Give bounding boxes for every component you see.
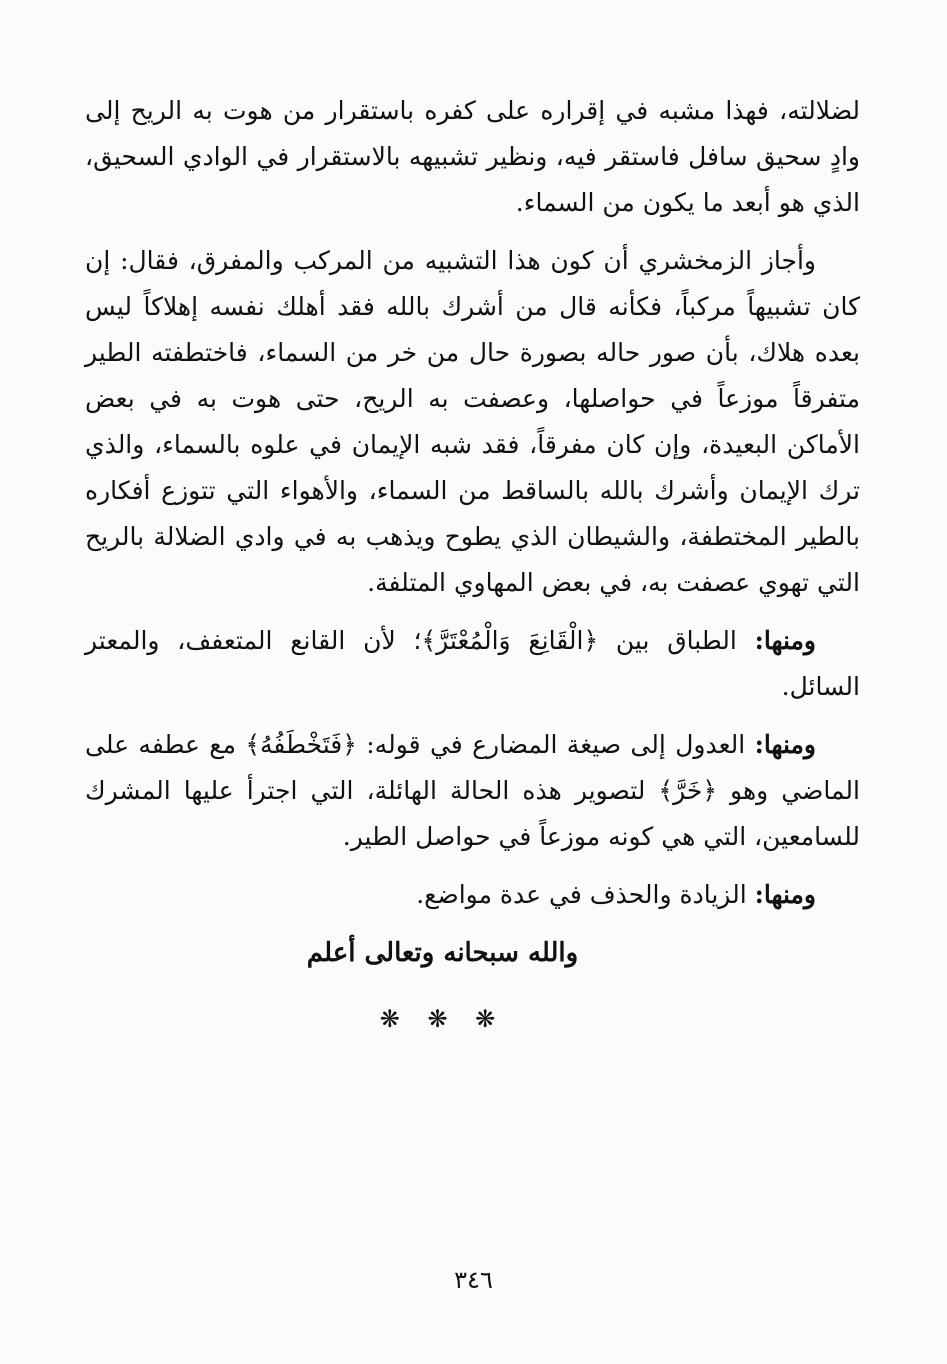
paragraph-3-lead: ومنها: (754, 626, 816, 655)
paragraph-1 (85, 88, 860, 226)
paragraph-3 (85, 618, 860, 710)
paragraph-5-text: الزيادة والحذف في عدة مواضع. (416, 880, 755, 909)
paragraph-4 (85, 722, 860, 860)
paragraph-1-text: لضلالته، فهذا مشبه في إقراره على كفره باستقرار من هوت به الريح إلى وادٍ سحيق سافل فاستقر فيه، ونظير تشبيهه بالاستقرار في الوادي السحيق، الذي هو أبعد ما يكون من السماء. (85, 96, 860, 217)
page-number: ٣٤٦ (454, 1266, 493, 1294)
section-end-ornament: ❋ ❋ ❋ (379, 1005, 506, 1033)
paragraph-4-text: العدول إلى صيغة المضارع في قوله: ﴿فَتَخْطَفُهُ﴾ مع عطفه على الماضي وهو ﴿خَرَّ﴾ لتصوير هذه الحالة الهائلة، التي اجترأ عليها المشرك للسامعين، التي هي كونه موزعاً في حواصل الطير. (85, 730, 860, 851)
paragraph-2-text: وأجاز الزمخشري أن كون هذا التشبيه من المركب والمفرق، فقال: إن كان تشبيهاً مركباً، فكأنه قال من أشرك بالله فقد أهلك نفسه إهلاكاً ليس بعده هلاك، بأن صور حاله بصورة حال من خر من السماء، فاختطفته الطير متفرقاً موزعاً في حواصلها، وعصفت به الريح، حتى هوت به في بعض الأماكن البعيدة، وإن كان مفرقاً، فقد شبه الإيمان في علوه بالسماء، والذي ترك الإيمان وأشرك بالله بالساقط من السماء، والأهواء التي تتوزع أفكاره بالطير المختطفة، والشيطان الذي يطوح ويذهب به في وادي الضلالة بالريح التي تهوي عصفت به، في بعض المهاوي المتلفة. (85, 246, 860, 597)
page-body (85, 88, 860, 1042)
paragraph-4-lead: ومنها: (754, 730, 816, 759)
paragraph-2 (85, 238, 860, 606)
paragraph-3-text: الطباق بين ﴿الْقَانِعَ وَالْمُعْتَرَّ﴾؛ لأن القانع المتعفف، والمعتر السائل. (85, 626, 860, 701)
paragraph-5 (85, 872, 860, 918)
closing-line: والله سبحانه وتعالى أعلم (306, 938, 579, 968)
paragraph-5-lead: ومنها: (754, 880, 816, 909)
